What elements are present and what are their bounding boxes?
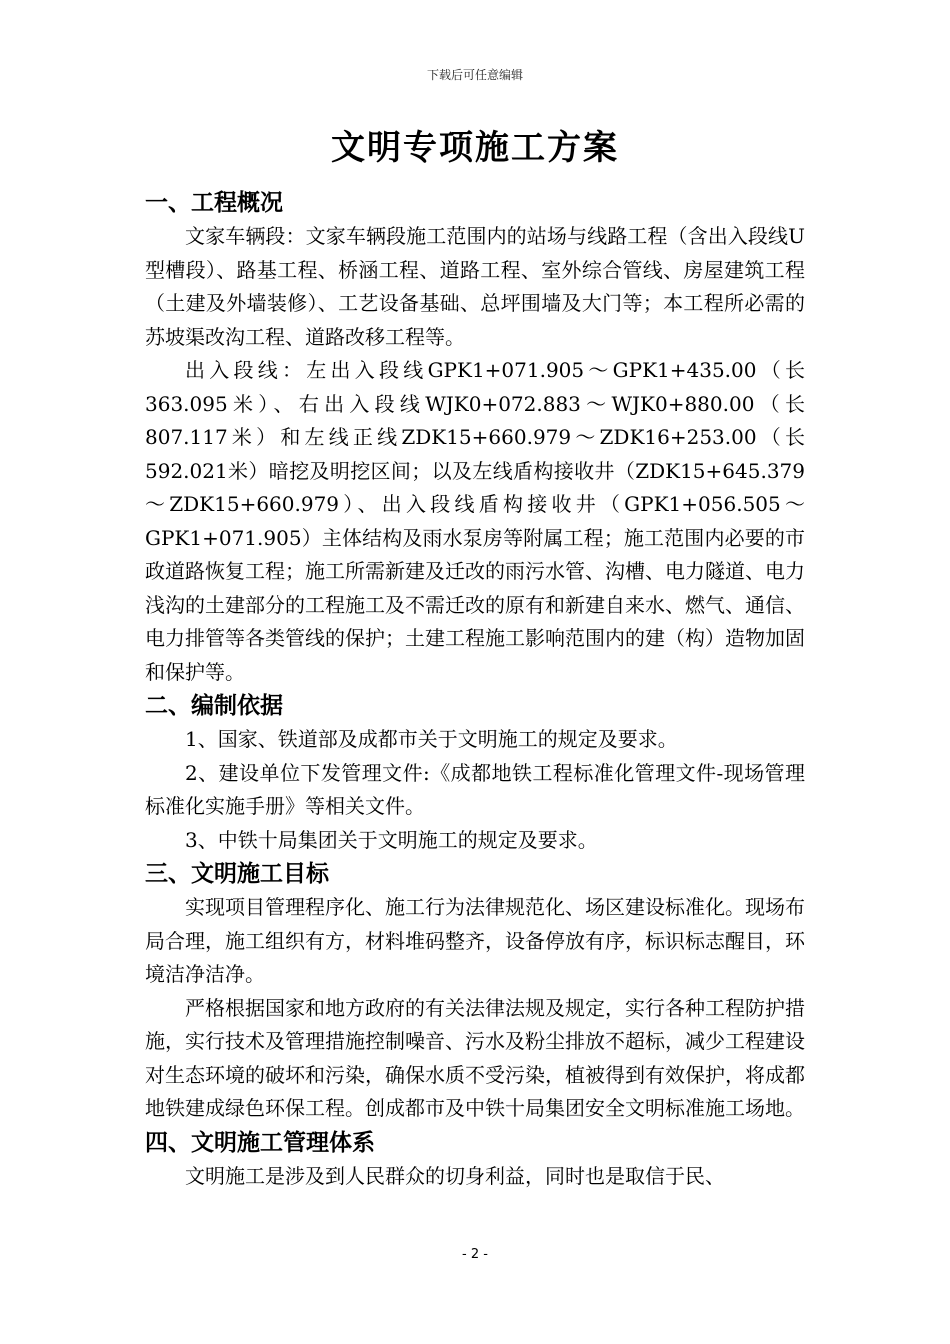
page-number: - 2 - [462,1247,488,1262]
paragraph: 实现项目管理程序化、施工行为法律规范化、场区建设标准化。现场布局合理，施工组织有方，材料堆码整齐，设备停放有序，标识标志醒目，环境洁净洁净。 [145,895,805,986]
document-title: 文明专项施工方案 [331,128,619,168]
paragraph: 1、国家、铁道部及成都市关于文明施工的规定及要求。 [185,727,678,751]
section-heading: 一、工程概况 [145,190,283,216]
paragraph: 3、中铁十局集团关于文明施工的规定及要求。 [185,827,598,852]
page-header-note: 下载后可任意编辑 [426,68,523,82]
paragraph: 文家车辆段：文家车辆段施工范围内的站场与线路工程（含出入段线U型槽段）、路基工程、桥涵工程、道路工程、室外综合管线、房屋建筑工程（土建及外墙装修）、工艺设备基础、总坪围墙及大门等；本工程所必需的苏坡渠改沟工程、道路改移工程等。 [145,224,805,349]
paragraph: 文明施工是涉及到人民群众的切身利益，同时也是取信于民、 [185,1163,725,1188]
paragraph: 出入段线：左出入段线GPK1+071.905～GPK1+435.00（长363.095米）、右出入段线WJK0+072.883～WJK0+880.00（长807.117米）和左线正线ZDK15+660.979～ZDK16+253.00（长592.021米）暗挖及明挖区间；以及左线盾构接收井（ZDK15+645.379～ZDK15+660.979）、出入段线盾构接收井（GPK1+056.505～GPK1+071.905）主体结构及雨水泵房等附属工程；施工范围内必要的市政道路恢复工程；施工所需新建及迁改的雨污水管、沟槽、电力隧道、电力浅沟的土建部分的工程施工及不需迁改的原有和新建自来水、燃气、通信、电力排管等各类管线的保护；土建工程施工影响范围内的建（构）造物加固和保护等。 [145,358,805,684]
section-overview [145,186,805,689]
paragraph: 2、建设单位下发管理文件:《成都地铁工程标准化管理文件-现场管理标准化实施手册》等相关文件。 [145,760,805,818]
section-heading: 三、文明施工目标 [145,861,329,887]
paragraph: 严格根据国家和地方政府的有关法律法规及规定，实行各种工程防护措施，实行技术及管理措施控制噪音、污水及粉尘排放不超标，减少工程建设对生态环境的破坏和污染，确保水质不受污染，植被得到有效保护，将成都地铁建成绿色环保工程。创成都市及中铁十局集团安全文明标准施工场地。 [145,995,805,1120]
section-basis [145,689,805,857]
section-heading: 四、文明施工管理体系 [145,1129,375,1156]
section-goals [145,857,805,1126]
section-management-system [145,1126,805,1194]
section-heading: 二、编制依据 [145,693,283,719]
document-body [145,186,805,1193]
